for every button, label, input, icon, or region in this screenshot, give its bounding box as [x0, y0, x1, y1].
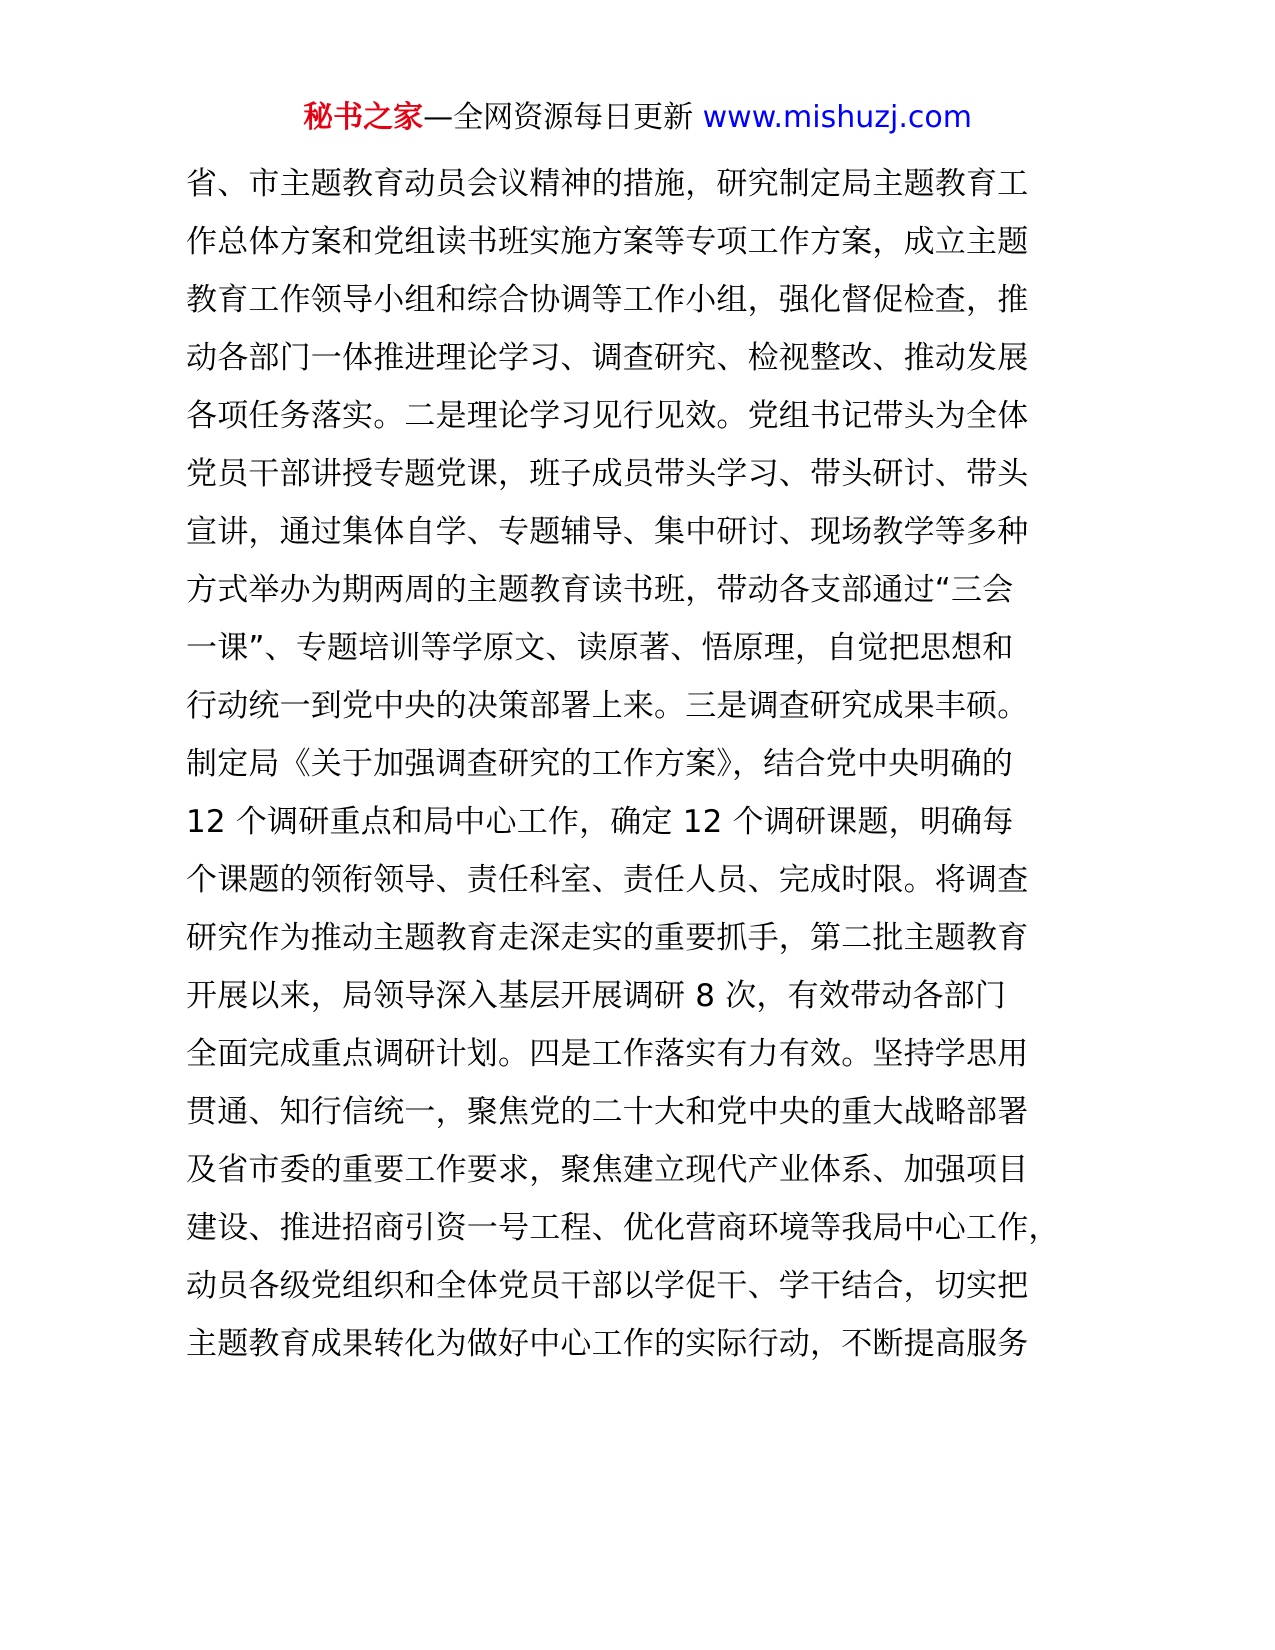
body-line: 宣讲，通过集体自学、专题辅导、集中研讨、现场教学等多种 [186, 514, 1029, 550]
body-line: 各项任务落实。二是理论学习见行见效。党组书记带头为全体 [186, 398, 1029, 434]
body-line: 行动统一到党中央的决策部署上来。三是调查研究成果丰硕。 [186, 688, 1029, 724]
body-line: 12 个调研重点和局中心工作，确定 12 个调研课题，明确每 [186, 804, 1014, 840]
header-slogan: —全网资源每日更新 [423, 100, 703, 135]
body-line: 研究作为推动主题教育走深走实的重要抓手，第二批主题教育 [186, 920, 1029, 956]
document-body [186, 155, 1116, 1373]
body-line: 动各部门一体推进理论学习、调查研究、检视整改、推动发展 [186, 340, 1029, 376]
brand-name: 秘书之家 [303, 100, 424, 135]
body-line: 一课”、专题培训等学原文、读原著、悟原理，自觉把思想和 [186, 630, 1014, 666]
body-line: 贯通、知行信统一，聚焦党的二十大和党中央的重大战略部署 [186, 1094, 1029, 1130]
body-line: 开展以来，局领导深入基层开展调研 8 次，有效带动各部门 [186, 978, 1007, 1014]
body-line: 动员各级党组织和全体党员干部以学促干、学干结合，切实把 [186, 1268, 1029, 1304]
page-header [0, 98, 1275, 138]
body-line: 作总体方案和党组读书班实施方案等专项工作方案，成立主题 [186, 224, 1029, 260]
body-line: 建设、推进招商引资一号工程、优化营商环境等我局中心工作， [186, 1210, 1060, 1246]
body-line: 及省市委的重要工作要求，聚焦建立现代产业体系、加强项目 [186, 1152, 1029, 1188]
body-line: 方式举办为期两周的主题教育读书班，带动各支部通过“三会 [186, 572, 1014, 608]
body-line: 党员干部讲授专题党课，班子成员带头学习、带头研讨、带头 [186, 456, 1029, 492]
site-url-link[interactable]: www.mishuzj.com [702, 100, 972, 135]
body-line: 制定局《关于加强调查研究的工作方案》，结合党中央明确的 [186, 746, 1013, 782]
body-line: 主题教育成果转化为做好中心工作的实际行动，不断提高服务 [186, 1326, 1029, 1362]
body-line: 教育工作领导小组和综合协调等工作小组，强化督促检查，推 [186, 282, 1029, 318]
body-line: 省、市主题教育动员会议精神的措施，研究制定局主题教育工 [186, 166, 1029, 202]
body-line: 个课题的领衔领导、责任科室、责任人员、完成时限。将调查 [186, 862, 1029, 898]
body-line: 全面完成重点调研计划。四是工作落实有力有效。坚持学思用 [186, 1036, 1029, 1072]
